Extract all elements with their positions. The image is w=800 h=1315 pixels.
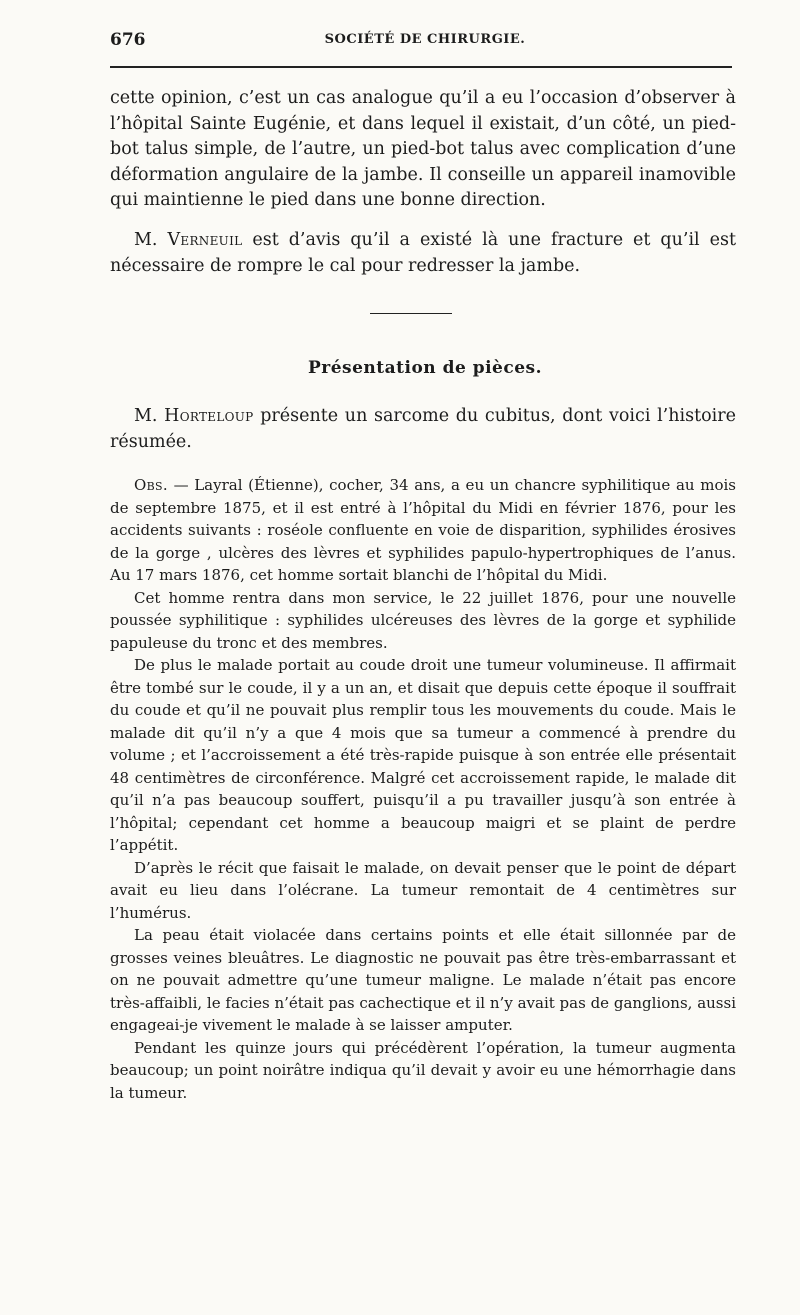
paragraph-text (110, 228, 736, 279)
speaker-title: M. (134, 230, 158, 250)
observation-paragraph (110, 474, 736, 587)
paragraph-continuation (110, 86, 736, 214)
header-rule (110, 66, 732, 68)
running-head (110, 30, 740, 54)
observation-text: — Layral (Étienne), cocher, 34 ans, a eu un chancre syphilitique au mois de septembre 1875, et il est entré à l’hôpital du Midi en février 1876, pour les accidents suivants : roséole confluente en voie de disparition, syphilides érosives de la gorge , ulcères des lèvres et syphilides papulo-hypertrophiques de l’anus. Au 17 mars 1876, cet homme sortait blanchi de l’hôpital du Midi. (110, 476, 736, 584)
observation-paragraph: La peau était violacée dans certains points et elle était sillonnée par de grosses veines bleuâtres. Le diagnostic ne pouvait pas être très-embarrassant et on ne pouvait admettre qu’une tumeur maligne. Le malade n’était pas encore très-affaibli, le facies n’était pas cachectique et il n’y avait pas de ganglions, aussi engageai-je vivement le malade à se laisser amputer. (110, 926, 736, 1034)
journal-title: SOCIÉTÉ DE CHIRURGIE. (324, 32, 526, 47)
section-heading: Présentation de pièces. (307, 358, 543, 378)
speaker-title: M. (134, 406, 158, 426)
speaker-name: Verneuil (167, 230, 243, 250)
observation-paragraph: Pendant les quinze jours qui précédèrent l’opération, la tumeur augmenta beaucoup; un point noirâtre indiqua qu’il devait y avoir eu une hémorrhagie dans la tumeur. (110, 1038, 736, 1102)
observation-paragraph: De plus le malade portait au coude droit une tumeur volumineuse. Il affirmait être tombé sur le coude, il y a un an, et disait que depuis cette époque il souffrait du coude et qu’il ne pouvait plus remplir tous les mouvements du coude. Mais le malade dit qu’il n’y a que 4 mois que sa tumeur a commencé à prendre du volume ; et l’accroissement a été très-rapide puisque à son entrée elle présentait 48 centimètres de circonférence. Malgré cet accroissement rapide, le malade dit qu’il n’a pas beaucoup souffert, puisqu’il a pu travailler jusqu’à son entrée à l’hôpital; cependant cet homme a beaucoup maigri et se plaint de perdre l’appétit. (110, 656, 736, 854)
observation-block (110, 474, 736, 1104)
statement: présente un sarcome du cubitus, dont voici l’histoire résumée. (110, 406, 736, 452)
observation-paragraph: D’après le récit que faisait le malade, on devait penser que le point de départ avait eu lieu dans l’olécrane. La tumeur remontait de 4 centimètres sur l’humérus. (110, 858, 736, 922)
speaker-name: Horteloup (164, 406, 254, 426)
paragraph-text (110, 404, 736, 455)
paragraph-text: cette opinion, c’est un cas analogue qu’il a eu l’occasion d’observer à l’hôpital Sainte Eugénie, et dans lequel il existait, d’un côté, un pied-bot talus simple, de l’autre, un pied-bot talus avec complication d’une déformation angulaire de la jambe. Il conseille un appareil inamovible qui maintienne le pied dans une bonne direction. (110, 88, 736, 211)
statement: est d’avis qu’il a existé là une fracture et qu’il est nécessaire de rompre le cal pour redresser la jambe. (110, 230, 736, 276)
horteloup-paragraph (110, 404, 736, 455)
section-divider (370, 313, 452, 314)
verneuil-paragraph (110, 228, 736, 279)
observation-label: Obs. (134, 476, 168, 494)
page-number: 676 (110, 30, 146, 50)
observation-paragraph: Cet homme rentra dans mon service, le 22 juillet 1876, pour une nouvelle poussée syphilitique : syphilides ulcéreuses des lèvres de la gorge et syphilide papuleuse du tronc et des membres. (110, 588, 736, 652)
